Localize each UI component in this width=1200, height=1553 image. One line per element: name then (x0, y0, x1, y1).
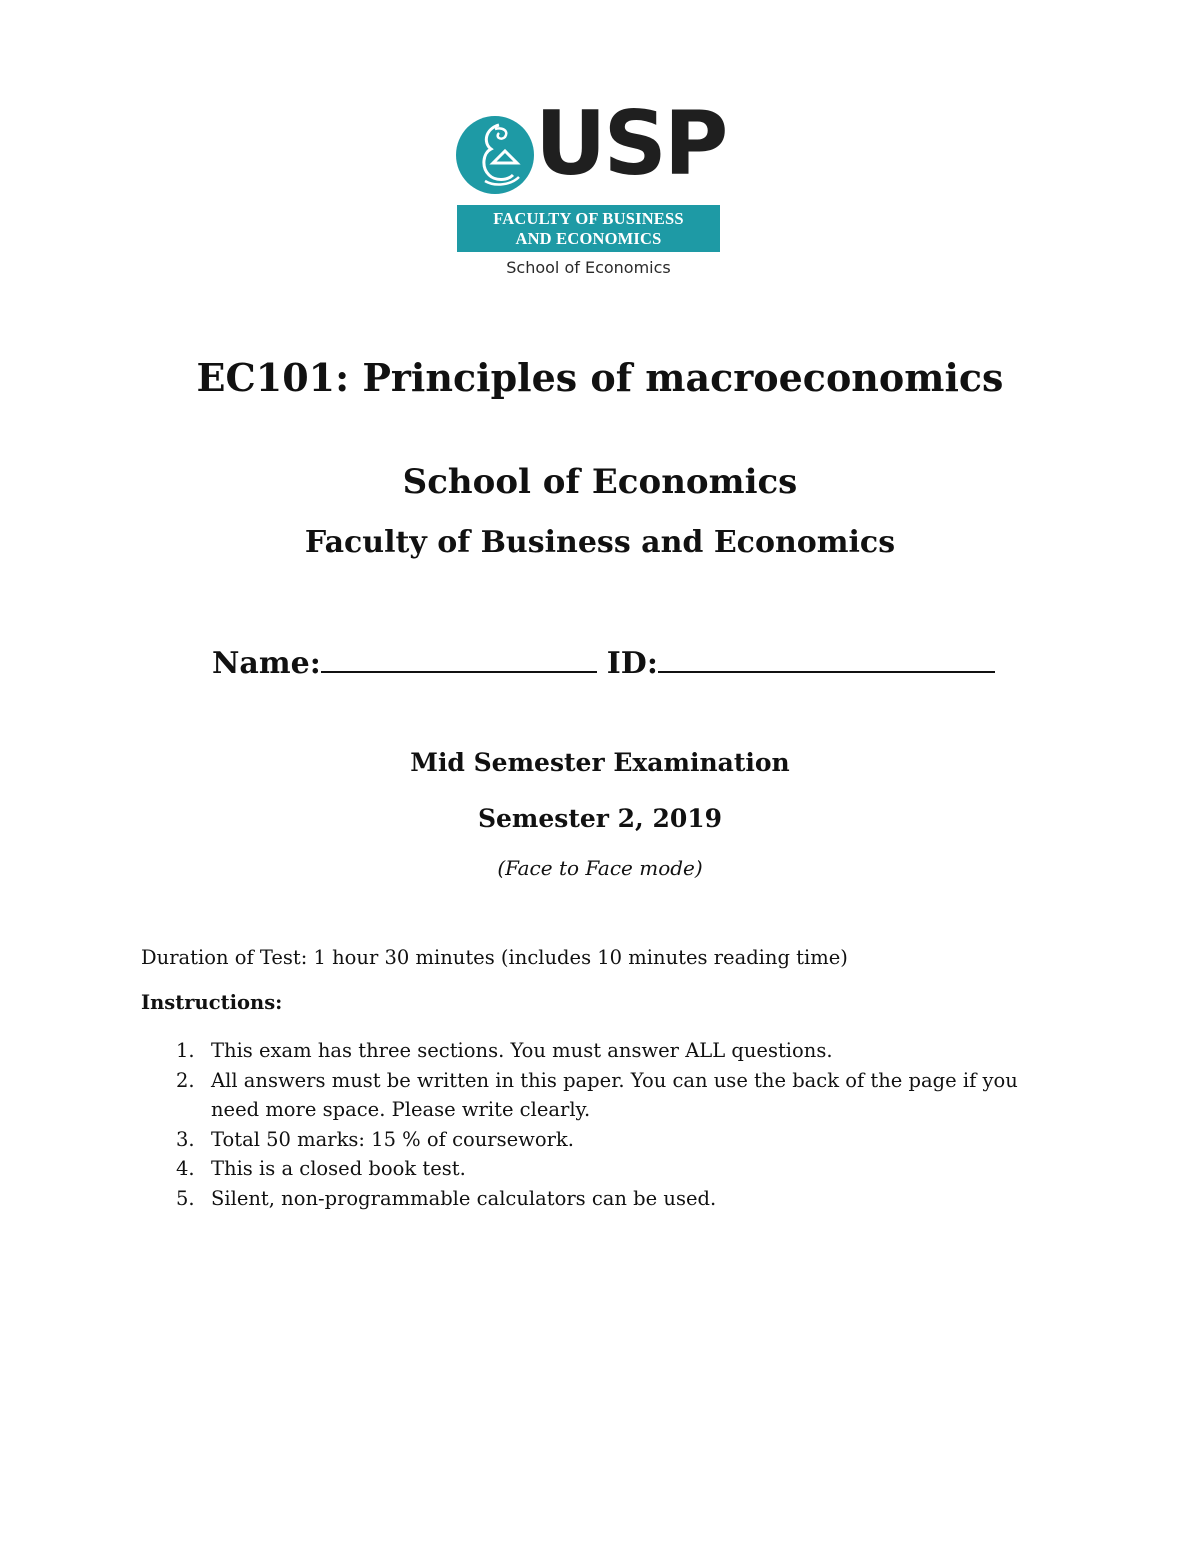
name-blank-line (321, 643, 597, 673)
test-duration: Duration of Test: 1 hour 30 minutes (includes 10 minutes reading time) (141, 946, 848, 969)
list-item-text: This exam has three sections. You must answer ALL questions. (211, 1039, 833, 1062)
id-blank-line (658, 643, 995, 673)
course-title: EC101: Principles of macroeconomics (196, 355, 1004, 400)
logo-band-line-2: AND ECONOMICS (515, 229, 662, 248)
list-item-number: 3. (176, 1127, 195, 1151)
logo-school-caption: School of Economics (506, 258, 671, 277)
list-item-number: 4. (176, 1157, 195, 1180)
name-label: Name: (212, 646, 321, 681)
list-item-text: All answers must be written in this paper. You can use the back of the page if you need more space. Please write clearly. (211, 1068, 1018, 1121)
exam-title: Mid Semester Examination (410, 748, 790, 777)
school-title: School of Economics (402, 462, 798, 502)
instructions-heading: Instructions: (141, 991, 283, 1014)
usp-emblem-icon (455, 115, 535, 195)
list-item (176, 1184, 1056, 1214)
id-label: ID: (606, 646, 658, 681)
name-id-row (212, 643, 995, 681)
list-item-text: Silent, non-programmable calculators can be used. (211, 1186, 717, 1210)
logo-faculty-band (457, 205, 720, 252)
logo-band-line-1: FACULTY OF BUSINESS (493, 209, 684, 228)
usp-logo (455, 92, 726, 282)
semester: Semester 2, 2019 (477, 804, 723, 833)
faculty-title: Faculty of Business and Economics (304, 525, 896, 560)
list-item-number: 5. (176, 1186, 195, 1210)
exam-mode: (Face to Face mode) (497, 856, 703, 880)
list-item-number: 2. (176, 1068, 195, 1092)
list-item (176, 1066, 1056, 1125)
list-item (176, 1154, 1056, 1184)
logo-wordmark: USP (535, 92, 726, 195)
list-item-text: Total 50 marks: 15 % of coursework. (211, 1127, 574, 1151)
list-item-number: 1. (176, 1039, 195, 1062)
list-item (176, 1036, 1056, 1066)
list-item (176, 1125, 1056, 1155)
list-item-text: This is a closed book test. (211, 1157, 466, 1180)
instructions-list (176, 1036, 1056, 1213)
